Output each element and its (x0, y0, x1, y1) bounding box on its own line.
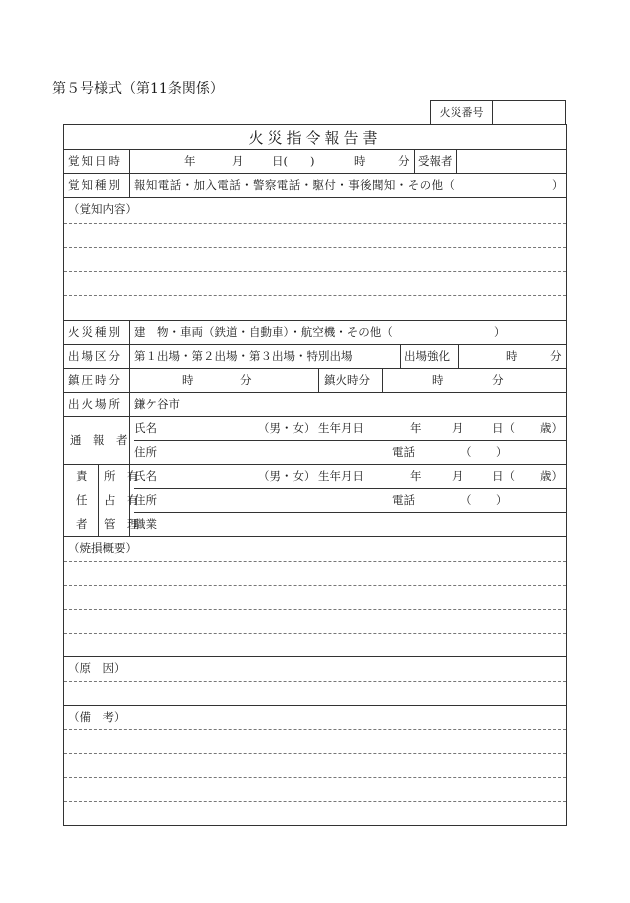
damage-summary-label: （焼損概要） (68, 541, 137, 555)
awareness-minute: 分 (398, 154, 410, 168)
awareness-content-label: （覚知内容） (68, 202, 137, 216)
awareness-day-close: ) (310, 154, 315, 168)
row-location-label: 出火場所 (68, 397, 122, 411)
extinguish-hour: 時 (432, 373, 444, 387)
row-fire-type-label: 火災種別 (68, 325, 122, 339)
row-awareness-time-label: 覚知日時 (68, 154, 122, 168)
dispatch-options: 第１出場・第２出場・第３出場・特別出場 (134, 349, 353, 363)
awareness-type-options: 報知電話・加入電話・警察電話・駆付・事後聞知・その他（ (134, 178, 456, 192)
reporter-phone-label: 電話 (392, 445, 415, 459)
owner-phone-close: ） (496, 493, 508, 507)
owner-col1-2: 任 (76, 493, 88, 507)
row-dispatch-label: 出場区分 (68, 349, 122, 363)
report-form (63, 124, 567, 826)
reporter-name-label: 氏名 (134, 421, 157, 435)
awareness-type-close: ） (552, 178, 564, 192)
row-awareness-type-label: 覚知種別 (68, 178, 122, 192)
form-title: 火災指令報告書 (248, 129, 382, 147)
owner-col2-1: 所 有 (104, 469, 139, 483)
dispatch-minute: 分 (550, 349, 562, 363)
row-suppression-label: 鎮圧時分 (68, 373, 122, 387)
reporter-birth-label: 生年月日 (318, 421, 364, 435)
fire-number-box (430, 100, 566, 124)
reporter-address-label: 住所 (134, 445, 157, 459)
awareness-year: 年 (184, 154, 196, 168)
owner-birth-label: 生年月日 (318, 469, 364, 483)
dispatch-reinforce-label: 出場強化 (404, 349, 450, 363)
form-caption: 第５号様式（第11条関係） (52, 81, 224, 97)
owner-month: 月 (452, 469, 464, 483)
reporter-label: 通 報 者 (70, 433, 128, 447)
awareness-month: 月 (232, 154, 244, 168)
dispatch-hour: 時 (506, 349, 518, 363)
reporter-month: 月 (452, 421, 464, 435)
extinguish-minute: 分 (492, 373, 504, 387)
owner-col1-1: 責 (76, 469, 88, 483)
owner-col2-2: 占 有 (104, 493, 139, 507)
reporter-day: 日（ (492, 421, 515, 435)
fire-type-options: 建 物・車両（鉄道・自動車）・航空機・その他（ (134, 325, 393, 339)
owner-col2-3: 管 理 (104, 517, 139, 531)
receiver-label: 受報者 (418, 154, 453, 168)
fire-type-close: ） (494, 325, 506, 339)
reporter-age: 歳） (540, 421, 563, 435)
owner-job-label: 職業 (134, 517, 157, 531)
reporter-phone-open: （ (460, 445, 472, 459)
fire-location-value: 鎌ケ谷市 (134, 397, 180, 411)
owner-address-label: 住所 (134, 493, 157, 507)
remarks-label: （備 考） (68, 710, 126, 724)
extinguish-label: 鎮火時分 (324, 373, 370, 387)
reporter-year: 年 (410, 421, 422, 435)
owner-sex: （男・女） (258, 469, 316, 483)
awareness-hour: 時 (354, 154, 366, 168)
owner-day: 日（ (492, 469, 515, 483)
reporter-phone-close: ） (496, 445, 508, 459)
owner-year: 年 (410, 469, 422, 483)
suppression-hour: 時 (182, 373, 194, 387)
owner-name-label: 氏名 (134, 469, 157, 483)
owner-age: 歳） (540, 469, 563, 483)
fire-number-label: 火災番号 (431, 101, 493, 125)
reporter-sex: （男・女） (258, 421, 316, 435)
owner-phone-open: （ (460, 493, 472, 507)
owner-col1-3: 者 (76, 517, 88, 531)
suppression-minute: 分 (240, 373, 252, 387)
cause-label: （原 因） (68, 661, 126, 675)
owner-phone-label: 電話 (392, 493, 415, 507)
awareness-day: 日( (272, 154, 288, 168)
